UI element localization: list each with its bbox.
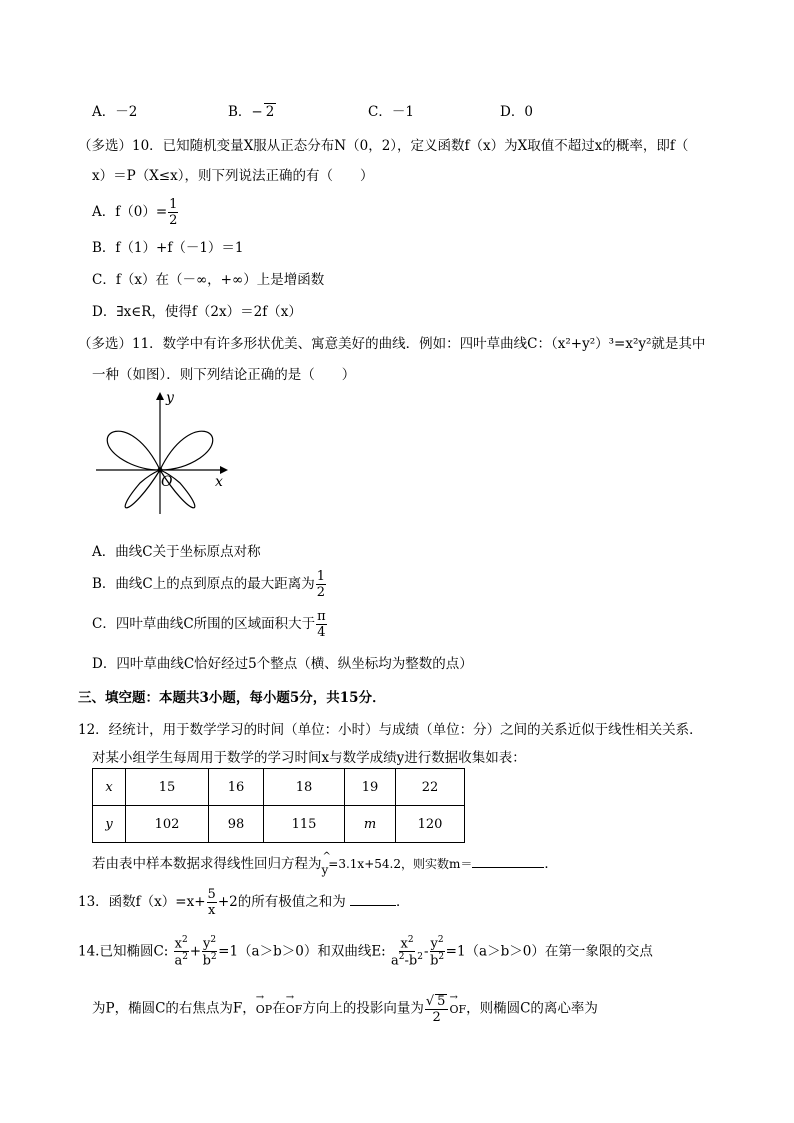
origin-label: O [161, 474, 173, 490]
q9-option-c: C．－1 [368, 104, 414, 120]
q12-stem-line2: 对某小组学生每周用于数学的学习时间x与数学成绩y进行数据收集如表： [92, 750, 526, 766]
four-leaf-clover-graph [90, 388, 240, 520]
q14-stem-line2: 为P，椭圆C的右焦点为F，→ OP在→ OF方向上的投影向量为 $\frac{√ 5}{2}$ → OF，则椭圆C的离心率为 [92, 994, 598, 1024]
table-row-x [93, 769, 465, 806]
y-axis-label: y [166, 390, 174, 406]
table-cell: 16 [209, 769, 264, 806]
q13-answer-blank[interactable] [350, 893, 396, 906]
q12-stem-line3: 若由表中样本数据求得线性回归方程为 ^ y=3.1x+54.2，则实数m＝ ． [92, 851, 558, 877]
table-cell: 115 [264, 806, 345, 843]
table-cell: 102 [126, 806, 209, 843]
q9-option-d: D．0 [500, 104, 533, 120]
q10-option-d: D．∃x∈R，使得f（2x）＝2f（x） [92, 304, 302, 320]
table-cell: 120 [396, 806, 465, 843]
table-cell: 22 [396, 769, 465, 806]
table-cell: 18 [264, 769, 345, 806]
q14-stem-line1: 14.已知椭圆C: $\frac{x^2}{a^2}$ + $\frac{y^2}{b^2}$ =1（a＞b＞0）和双曲线E: $\frac{x^2}{a^2-b^2}$ - $\frac{y^2}{b^2}$ =1（a＞b＞0）在第一象限的交点 [78, 935, 653, 969]
q13-stem: 13．函数f（x）=x+ $\frac{5}{x}$ +2的所有极值之和为 ． [78, 887, 410, 918]
q9-option-a: A．－2 [92, 104, 138, 120]
table-cell: 15 [126, 769, 209, 806]
q11-stem-line2: 一种（如图）．则下列结论正确的是（ ） [92, 367, 356, 383]
q10-option-b: B．f（1）+f（－1）＝1 [92, 240, 244, 256]
table-cell: y [93, 806, 126, 843]
x-axis-label: x [215, 474, 223, 490]
table-row-y [93, 806, 465, 843]
data-table [92, 768, 465, 843]
table-cell: x [93, 769, 126, 806]
q12-stem-line1: 12．经统计，用于数学学习的时间（单位：小时）与成绩（单位：分）之间的关系近似于线性相关关系． [78, 722, 703, 738]
table-cell: 98 [209, 806, 264, 843]
q11-option-a: A．曲线C关于坐标原点对称 [92, 544, 261, 560]
q11-option-b: B．曲线C上的点到原点的最大距离为 $\frac{1}{2}$ [92, 569, 326, 600]
q10-stem-line2: x）＝P（X≤x），则下列说法正确的有（ ） [92, 168, 374, 184]
q11-stem-line1: （多选）11．数学中有许多形状优美、寓意美好的曲线．例如：四叶草曲线C：（x²+y²）³=x²y²就是其中 [78, 336, 706, 352]
table-cell: m [345, 806, 396, 843]
q10-option-a: A．f（0）= $\frac{1}{2}$ [92, 197, 178, 228]
q9-option-b: B．− 2 [228, 104, 275, 120]
q10-option-c: C．f（x）在（－∞，+∞）上是增函数 [92, 272, 325, 288]
q10-stem-line1: （多选）10．已知随机变量X服从正态分布N（0，2），定义函数f（x）为X取值不超过x的概率，即f（ [78, 138, 689, 154]
q11-option-c: C．四叶草曲线C所围的区域面积大于 $\frac{\pi}{4}$ [92, 609, 326, 640]
table-cell: 19 [345, 769, 396, 806]
q12-answer-blank[interactable] [472, 855, 544, 868]
section-heading: 三、填空题：本题共3小题，每小题5分，共15分． [78, 690, 386, 706]
q11-option-d: D．四叶草曲线C恰好经过5个整点（横、纵坐标均为整数的点） [92, 656, 473, 672]
